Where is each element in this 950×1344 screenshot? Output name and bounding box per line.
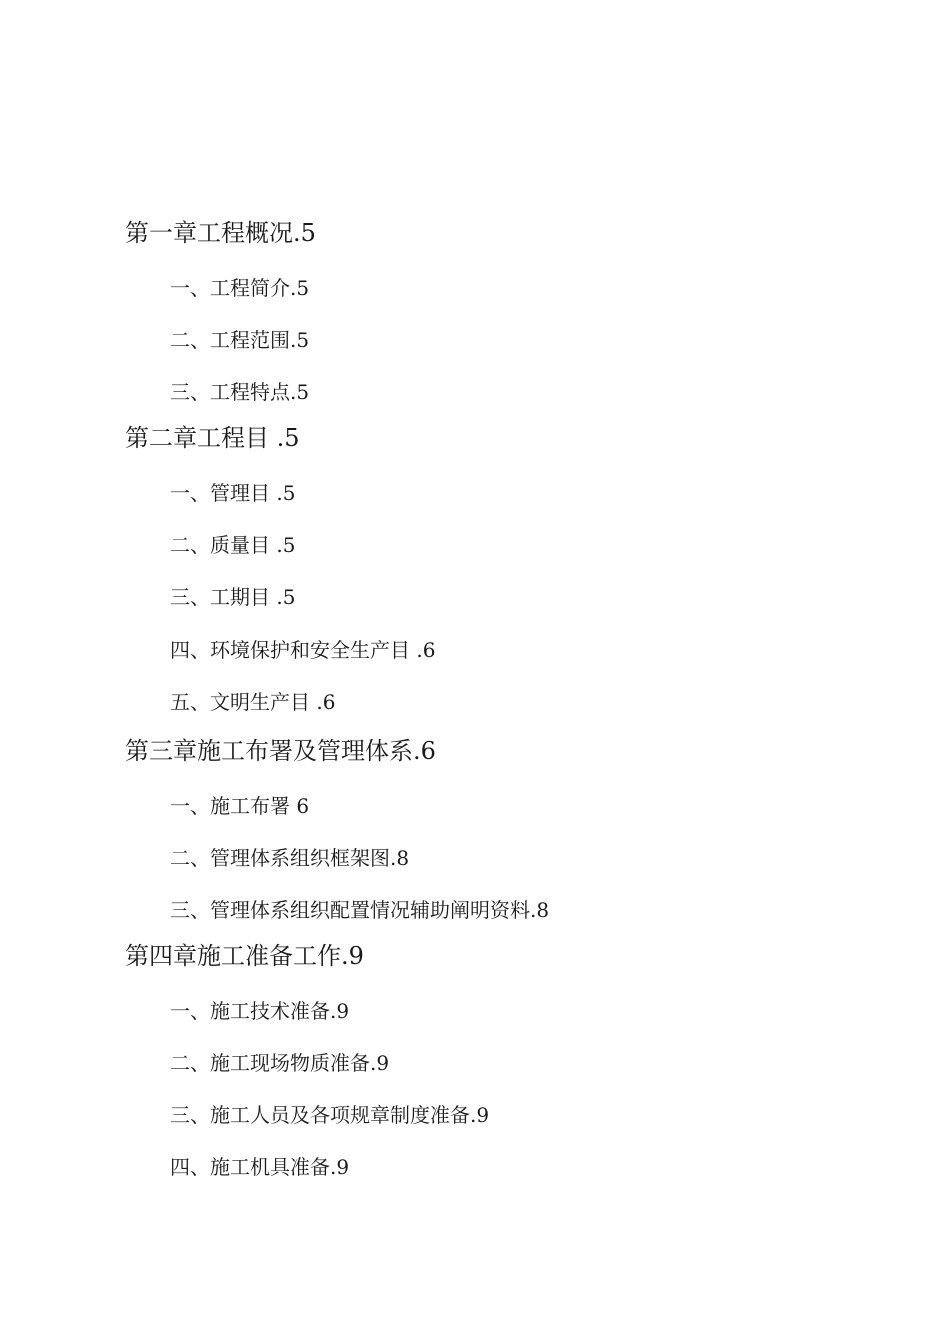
toc-section-1-3[interactable]: 三、工程特点.5	[170, 380, 310, 404]
toc-section-2-4[interactable]: 四、环境保护和安全生产目 .6	[170, 638, 436, 662]
toc-chapter-4[interactable]: 第四章施工准备工作.9	[125, 942, 364, 970]
toc-section-2-5[interactable]: 五、文明生产目 .6	[170, 690, 336, 714]
toc-section-3-1[interactable]: 一、施工布署 6	[170, 794, 310, 818]
toc-chapter-3[interactable]: 第三章施工布署及管理体系.6	[125, 737, 436, 765]
toc-section-2-2[interactable]: 二、质量目 .5	[170, 533, 296, 557]
toc-section-4-1[interactable]: 一、施工技术准备.9	[170, 999, 350, 1023]
toc-chapter-2[interactable]: 第二章工程目 .5	[125, 424, 300, 452]
toc-chapter-1[interactable]: 第一章工程概况.5	[125, 219, 316, 247]
toc-section-4-4[interactable]: 四、施工机具准备.9	[170, 1155, 350, 1179]
toc-section-2-3[interactable]: 三、工期目 .5	[170, 585, 296, 609]
toc-section-1-2[interactable]: 二、工程范围.5	[170, 328, 310, 352]
toc-section-4-3[interactable]: 三、施工人员及各项规章制度准备.9	[170, 1103, 490, 1127]
toc-section-1-1[interactable]: 一、工程简介.5	[170, 276, 310, 300]
toc-section-3-2[interactable]: 二、管理体系组织框架图.8	[170, 846, 410, 870]
toc-section-4-2[interactable]: 二、施工现场物质准备.9	[170, 1051, 390, 1075]
toc-section-3-3[interactable]: 三、管理体系组织配置情况辅助阐明资料.8	[170, 898, 550, 922]
toc-section-2-1[interactable]: 一、管理目 .5	[170, 481, 296, 505]
